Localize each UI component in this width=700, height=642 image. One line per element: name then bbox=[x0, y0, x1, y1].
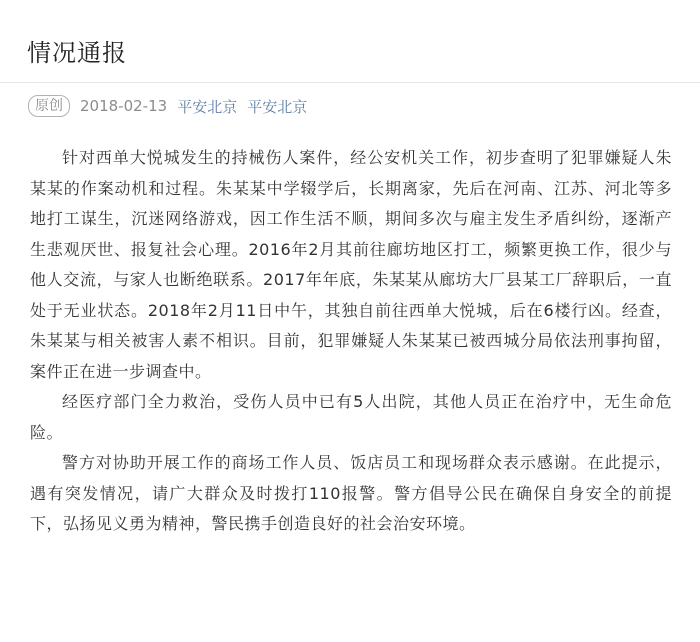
article-body bbox=[30, 143, 672, 540]
article-meta bbox=[28, 94, 317, 118]
title-divider bbox=[0, 82, 700, 83]
account-link[interactable]: 平安北京 bbox=[247, 97, 308, 116]
author-link[interactable]: 平安北京 bbox=[177, 97, 238, 116]
original-badge: 原创 bbox=[28, 95, 70, 117]
publish-date: 2018-02-13 bbox=[80, 97, 168, 115]
article-title: 情况通报 bbox=[27, 39, 127, 67]
paragraph: 针对西单大悦城发生的持械伤人案件，经公安机关工作，初步查明了犯罪嫌疑人朱某某的作案动机和过程。朱某某中学辍学后，长期离家，先后在河南、江苏、河北等多地打工谋生，沉迷网络游戏，因工作生活不顺，期间多次与雇主发生矛盾纠纷，逐渐产生悲观厌世、报复社会心理。2016年2月其前往廊坊地区打工，频繁更换工作，很少与他人交流，与家人也断绝联系。2017年年底，朱某某从廊坊大厂县某工厂辞职后，一直处于无业状态。2018年2月11日中午，其独自前往西单大悦城，后在6楼行凶。经查，朱某某与相关被害人素不相识。目前，犯罪嫌疑人朱某某已被西城分局依法刑事拘留，案件正在进一步调查中。 bbox=[30, 148, 672, 381]
paragraph: 经医疗部门全力救治，受伤人员中已有5人出院，其他人员正在治疗中，无生命危险。 bbox=[30, 392, 672, 442]
paragraph: 警方对协助开展工作的商场工作人员、饭店员工和现场群众表示感谢。在此提示，遇有突发情况，请广大群众及时拨打110报警。警方倡导公民在确保自身安全的前提下，弘扬见义勇为精神，警民携手创造良好的社会治安环境。 bbox=[30, 453, 672, 533]
